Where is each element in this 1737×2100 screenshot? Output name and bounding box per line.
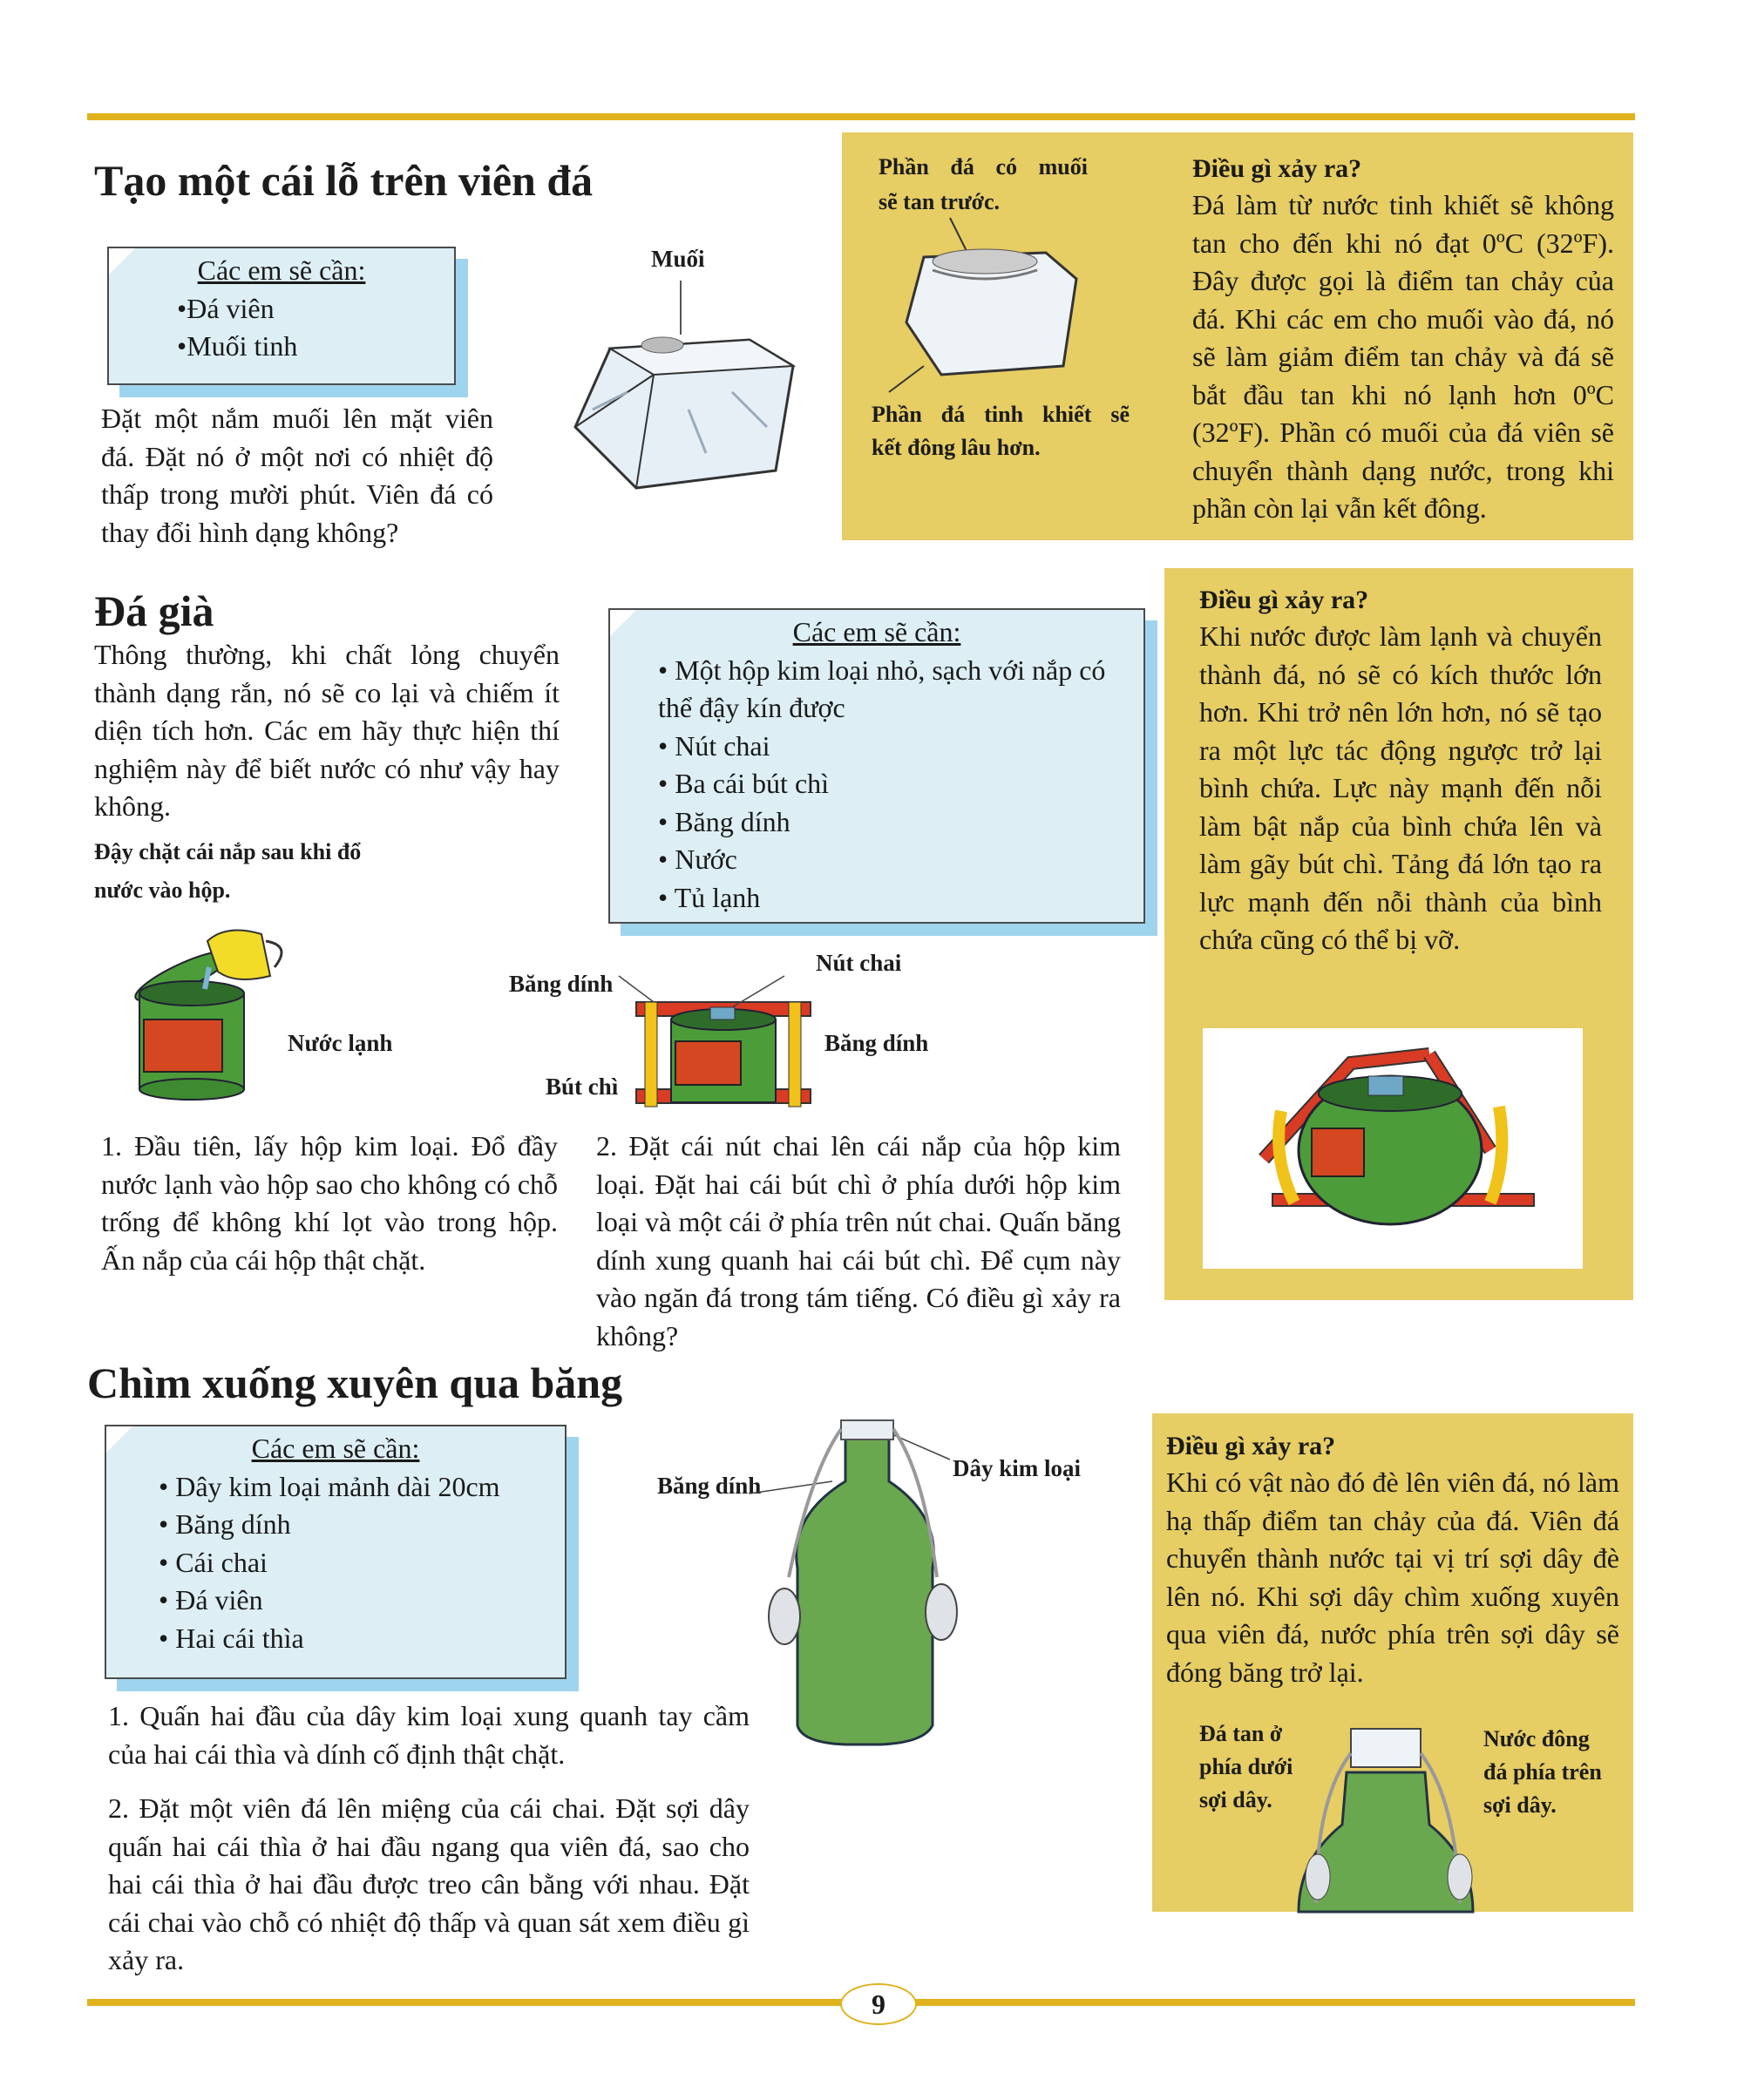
- section2-intro: Thông thường, khi chất lỏng chuyển thành dạng rắn, nó sẽ co lại và chiếm ít diện tích hơn. Các em hãy thực hiện thí nghiệm này để biết nước có như vậy hay không.: [94, 639, 560, 822]
- needs-heading: Các em sẽ cần:: [251, 1433, 420, 1464]
- label-pure-part-1: Phần đá tinh khiết sẽ: [872, 402, 1130, 427]
- needs-heading: Các em sẽ cần:: [197, 254, 366, 286]
- section1-title: Tạo một cái lỗ trên viên đá: [94, 156, 594, 205]
- label-salted-part-2: sẽ tan trước.: [879, 189, 1001, 214]
- needs-item: • Cái chai: [159, 1546, 268, 1578]
- melted-ice-cube-illustration: [889, 218, 1081, 401]
- page-corner-icon: [610, 610, 636, 636]
- section1-instruction: Đặt một nắm muối lên mặt viên đá. Đặt nó ở một nơi có nhiệt độ thấp trong mười phút. Viên đá có thay đổi hình dạng không?: [101, 403, 493, 548]
- needs-item: • Nước: [658, 843, 737, 875]
- bottle-neck-ice-illustration: [1299, 1729, 1482, 1912]
- section2-needs-box: [608, 608, 1145, 924]
- section3-question: Điều gì xảy ra?: [1166, 1432, 1336, 1460]
- needs-item: • Ba cái bút chì: [658, 768, 830, 799]
- caption-lid-line-2: nước vào hộp.: [94, 877, 231, 903]
- label-melt-line-1: Đá tan ở: [1199, 1721, 1283, 1746]
- needs-item: •Đá viên: [177, 292, 275, 324]
- label-wire: Dây kim loại: [953, 1455, 1082, 1481]
- burst-can-illustration: [1203, 1028, 1583, 1269]
- section1-explanation: Đá làm từ nước tinh khiết sẽ không tan cho đến khi nó đạt 0ºC (32ºF). Đây được gọi là điểm tan chảy của đá. Khi các em cho muối vào đá, nó sẽ làm giảm điểm tan chảy và đá sẽ bắt đầu tan khi nó lạnh hơn 0ºC (32ºF). Phần có muối của đá viên sẽ chuyển thành dạng nước, trong khi phần còn lại vẫn kết đông.: [1192, 189, 1614, 524]
- section2-step2: 2. Đặt cái nút chai lên cái nắp của hộp kim loại. Đặt hai cái bút chì ở phía dưới hộp kim loại và một cái ở phía trên nút chai. Quấn băng dính xung quanh hai cái bút chì. Để cụm này vào ngăn đá trong tám tiếng. Có điều gì xảy ra không?: [596, 1130, 1121, 1351]
- page-corner-icon: [106, 1426, 132, 1453]
- label-melt-line-3: sợi dây.: [1199, 1787, 1272, 1812]
- page-number: 9: [840, 1983, 917, 2025]
- needs-item: • Dây kim loại mảnh dài 20cm: [159, 1470, 500, 1502]
- caption-lid-line-1: Đậy chặt cái nắp sau khi đổ: [94, 839, 362, 864]
- ice-cube-salt-illustration: [558, 279, 819, 514]
- section3-step2: 2. Đặt một viên đá lên miệng của cái chai. Đặt sợi dây quấn hai cái thìa ở hai đầu ngang qua viên đá, sao cho hai cái thìa ở hai đầu được treo cân bằng với nhau. Đặt cái chai vào chỗ có nhiệt độ thấp và quan sát xem điều gì xảy ra.: [108, 1792, 750, 1975]
- top-rule: [87, 113, 1635, 120]
- needs-item: • Nút chai: [658, 729, 770, 762]
- section3-title: Chìm xuống xuyên qua băng: [87, 1358, 623, 1407]
- label-pure-part-2: kết đông lâu hơn.: [872, 435, 1041, 460]
- section2-question: Điều gì xảy ra?: [1199, 586, 1369, 614]
- label-tape-right: Băng dính: [824, 1030, 929, 1056]
- section3-step1: 1. Quấn hai đầu của dây kim loại xung quanh tay cầm của hai cái thìa và dính cố định thật chặt.: [108, 1700, 750, 1770]
- section1-needs-box: [107, 247, 456, 385]
- section3-explanation: Khi có vật nào đó đè lên viên đá, nó làm hạ thấp điểm tan chảy của đá. Viên đá chuyển thành nước tại vị trí sợi dây đè lên nó. Khi sợi dây chìm xuống xuyên qua viên đá, nước phía trên sợi dây sẽ đóng băng trở lại.: [1166, 1467, 1619, 1688]
- section3-needs-box: [105, 1425, 567, 1679]
- label-freeze-line-3: sợi dây.: [1483, 1792, 1557, 1818]
- label-freeze-line-2: đá phía trên: [1483, 1759, 1602, 1785]
- page-corner-icon: [109, 248, 135, 274]
- section2-explanation: Khi nước được làm lạnh và chuyển thành đá, nó sẽ có kích thước lớn hơn. Khi trở nên lớn hơn, nó sẽ tạo ra một lực tác động ngược trở lại bình chứa. Lực này mạnh đến nỗi làm bật nắp của bình chứa lên và làm gãy bút chì. Tảng đá lớn tạo ra lực mạnh đến nỗi thành của bình chứa cũng có thể bị vỡ.: [1199, 620, 1602, 955]
- can-pouring-water-illustration: [131, 924, 305, 1098]
- label-cork: Nút chai: [816, 950, 902, 976]
- needs-item: •Muối tinh: [177, 330, 298, 362]
- label-cold-water: Nước lạnh: [288, 1030, 393, 1056]
- label-tape-left: Băng dính: [509, 971, 614, 997]
- section1-question: Điều gì xảy ra?: [1192, 154, 1362, 183]
- needs-heading: Các em sẽ cần:: [792, 616, 961, 647]
- label-salt: Muối: [651, 246, 705, 272]
- needs-item: • Tủ lạnh: [658, 881, 761, 913]
- section2-title: Đá già: [94, 586, 214, 635]
- needs-item: • Một hộp kim loại nhỏ, sạch với nắp có thể đậy kín được: [658, 654, 1106, 723]
- label-melt-line-2: phía dưới: [1199, 1754, 1293, 1779]
- label-tape: Băng dính: [657, 1473, 762, 1499]
- needs-item: • Băng dính: [658, 805, 790, 837]
- needs-item: • Băng dính: [159, 1508, 291, 1540]
- label-pencil: Bút chì: [546, 1074, 619, 1100]
- label-freeze-line-1: Nước đông: [1483, 1726, 1590, 1751]
- bottle-with-spoons-illustration: [750, 1420, 959, 1760]
- label-salted-part-1: Phần đá có muối: [879, 154, 1088, 180]
- can-with-pencils-illustration: [610, 976, 828, 1124]
- needs-item: • Đá viên: [159, 1584, 263, 1616]
- burst-can-illustration-frame: [1203, 1028, 1583, 1269]
- needs-item: • Hai cái thìa: [159, 1622, 304, 1654]
- section2-step1: 1. Đầu tiên, lấy hộp kim loại. Đổ đầy nước lạnh vào hộp sao cho không có chỗ trống để không khí lọt vào trong hộp. Ấn nắp của cái hộp thật chặt.: [101, 1130, 558, 1276]
